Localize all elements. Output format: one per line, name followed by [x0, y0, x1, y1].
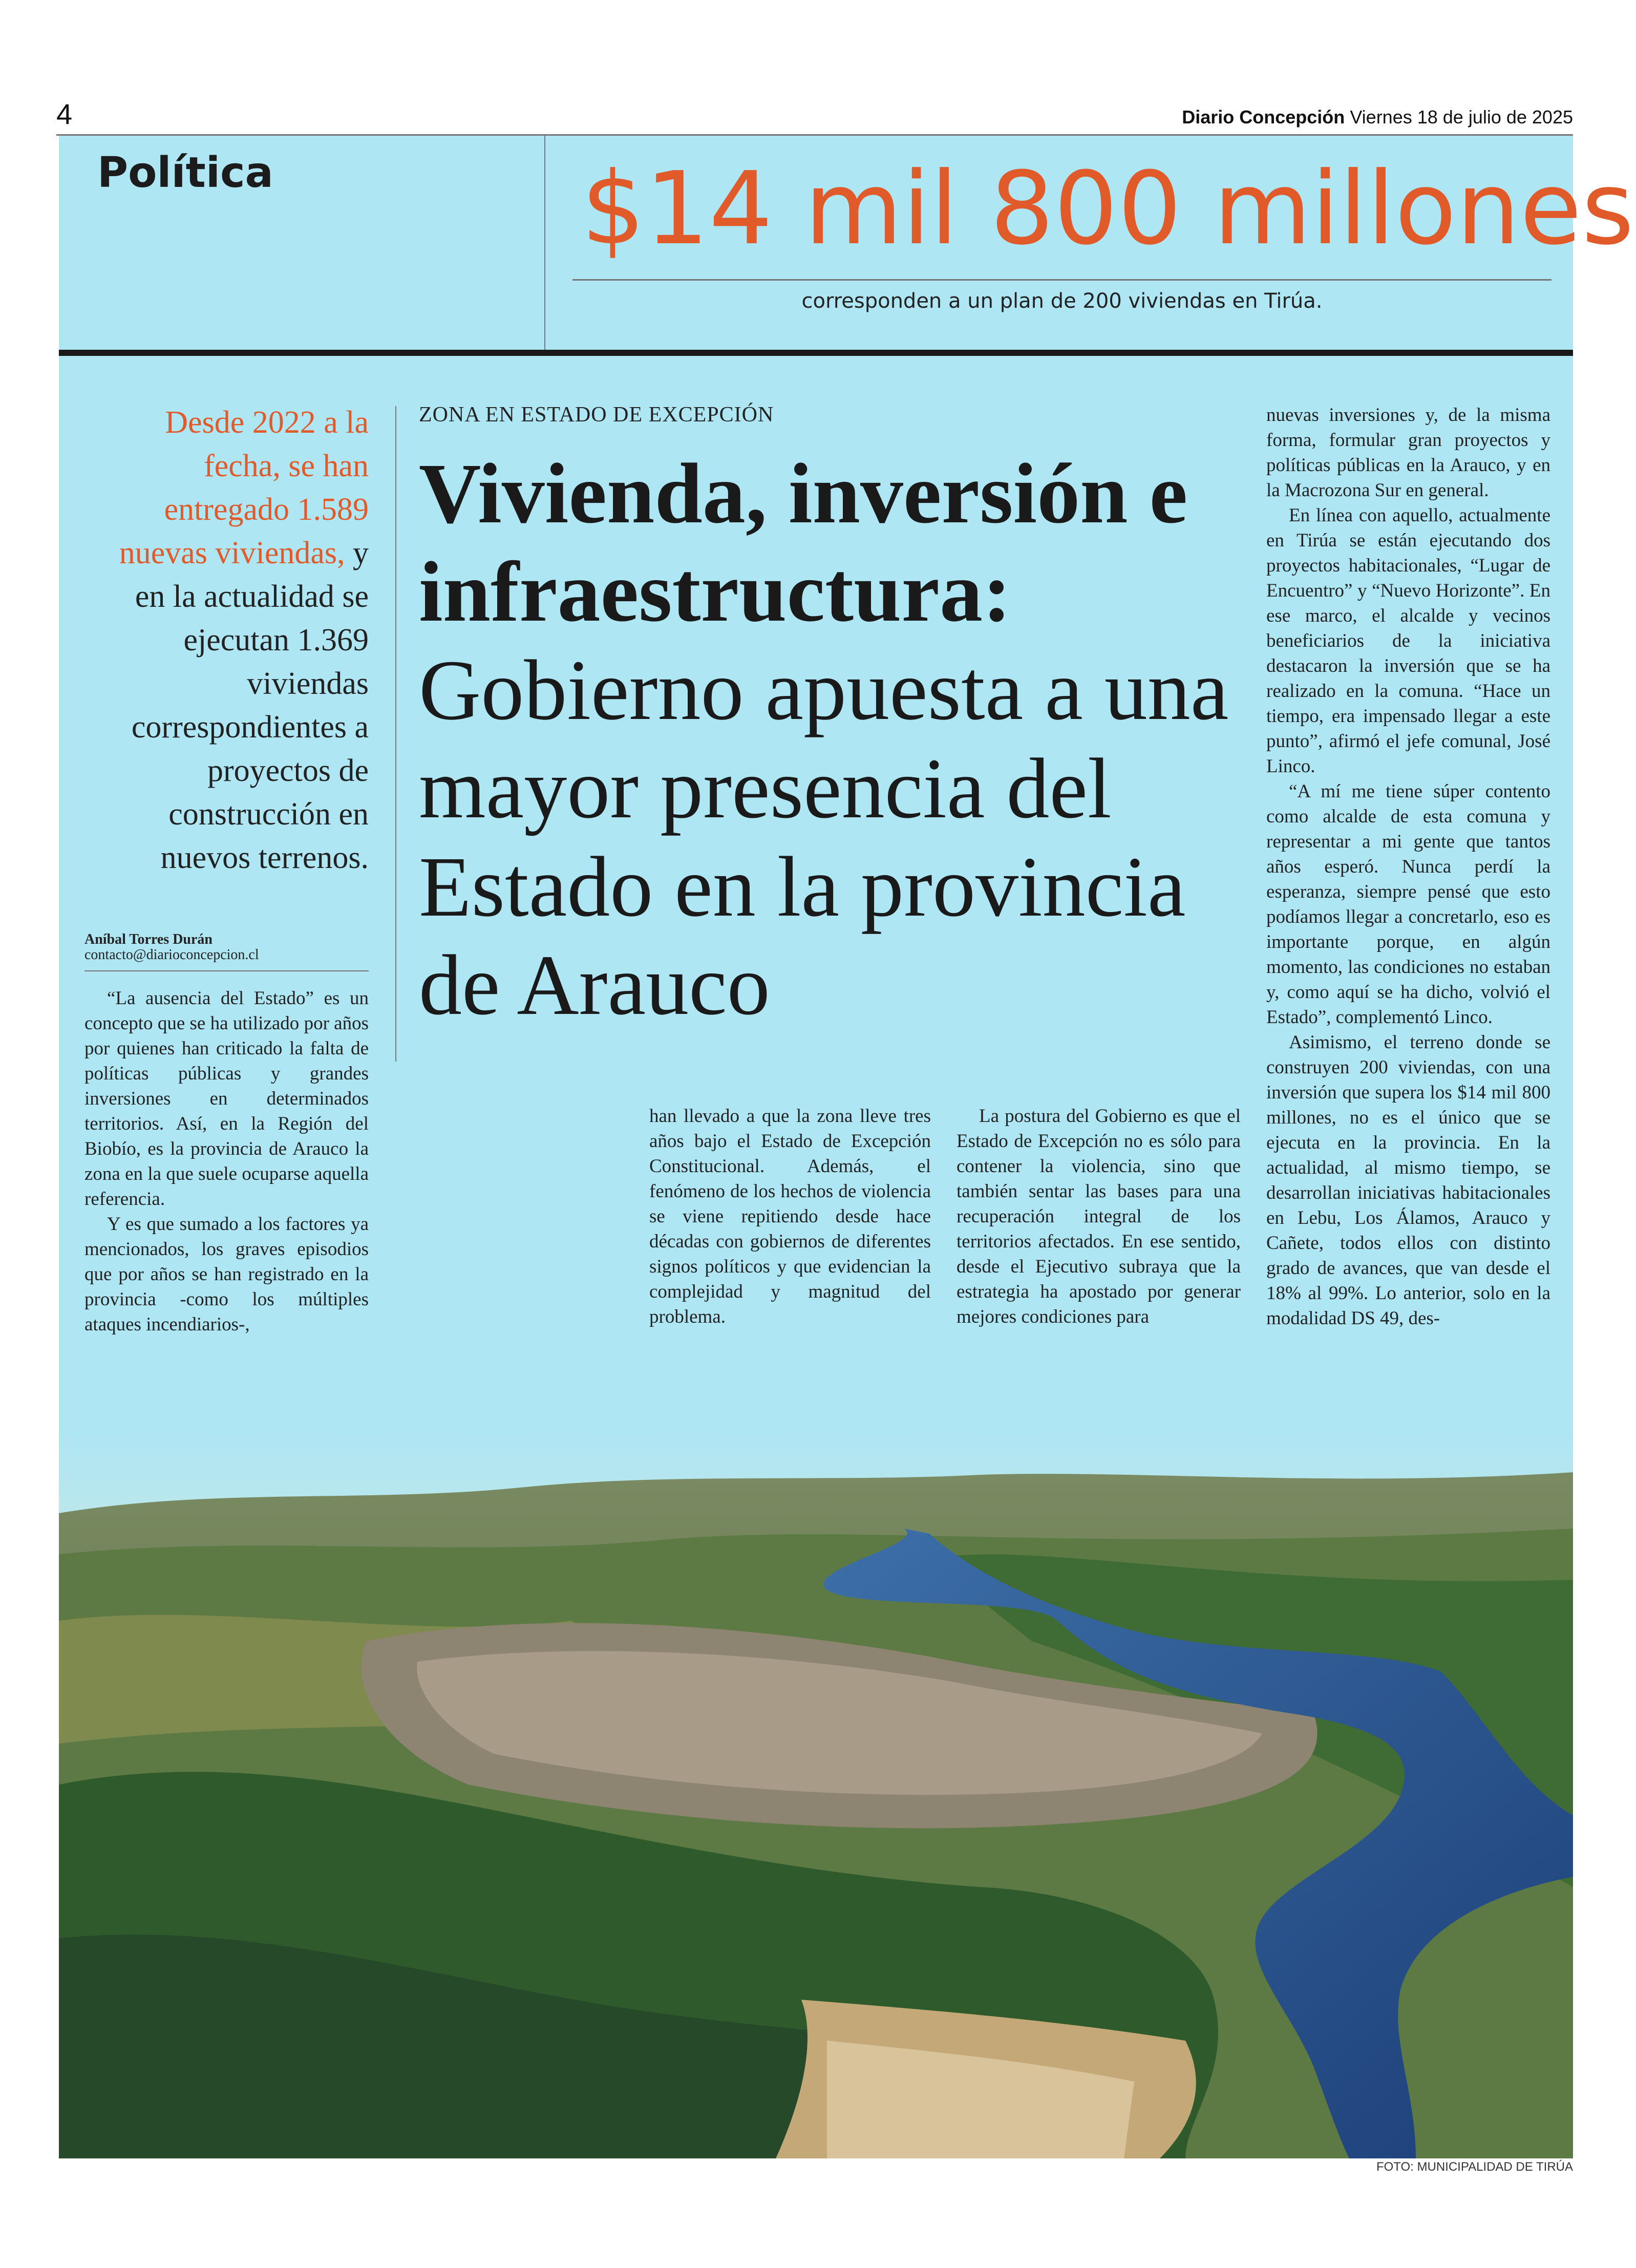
column-divider: [395, 406, 396, 1062]
paragraph: “La ausencia del Estado” es un concepto que se ha utilizado por años por quienes han criticado la falta de políticas públicas y grandes inversiones en determinados territorios. Así, en la Región del Biobío, es la provincia de Arauco la zona en la que suele ocuparse aquella referencia.: [84, 988, 369, 1210]
author-name: Aníbal Torres Durán: [84, 931, 213, 947]
byline: [84, 932, 369, 963]
pull-quote-text: y en la actualidad se ejecutan 1.369 viviendas correspondientes a proyectos de construcción en nuevos terrenos.: [131, 536, 369, 875]
article-column-4: [1266, 402, 1550, 1331]
figure-rule: [572, 279, 1552, 281]
article-column-1: [84, 986, 369, 1337]
highlight-figure: $14 mil 800 millones: [581, 151, 1634, 267]
headline-bold: Vivienda, inversión e infraestructura:: [419, 446, 1188, 640]
pull-quote-highlight: Desde 2022 a la fecha, se han entregado 1.589 nuevas viviendas,: [119, 405, 369, 570]
article-kicker: ZONA EN ESTADO DE EXCEPCIÓN: [419, 403, 774, 427]
aerial-photo: [59, 1426, 1573, 2158]
masthead: [1182, 107, 1573, 128]
highlight-caption: corresponden a un plan de 200 viviendas en Tirúa.: [801, 289, 1323, 313]
section-label: Política: [97, 149, 273, 197]
byline-rule: [84, 970, 369, 971]
paragraph: La postura del Gobierno es que el Estado de Excepción no es sólo para contener la violencia, sino que también sentar las bases para una recuperación integral de los territorios afectados. En ese sentido, desde el Ejecutivo subraya que la estrategia ha apostado por generar mejores condiciones para: [957, 1106, 1241, 1327]
photo-credit: FOTO: MUNICIPALIDAD DE TIRÚA: [1376, 2160, 1573, 2174]
page-number: 4: [56, 98, 73, 130]
paragraph: han llevado a que la zona lleve tres años bajo el Estado de Excepción Constitucional. Además, el fenómeno de los hechos de violencia se viene repitiendo desde hace décadas con gobiernos de diferentes signos políticos y que evidencian la complejidad y magnitud del problema.: [649, 1106, 931, 1327]
issue-date: Viernes 18 de julio de 2025: [1350, 107, 1573, 128]
article-headline: [419, 444, 1248, 1034]
paragraph: “A mí me tiene súper contento como alcalde de esta comuna y representar a mi gente que tantos años esperó. Nunca perdí la esperanza, siempre pensé que esto podíamos llegar a concretarlo, eso es importante porque, en algún momento, las condiciones no estaban y, como aquí se ha dicho, volvió el Estado”, complementó Linco.: [1266, 781, 1550, 1028]
headline-regular: Gobierno apuesta a una mayor presencia del Estado en la provincia de Arauco: [419, 643, 1229, 1033]
publication-name: Diario Concepción: [1182, 107, 1345, 128]
author-email: contacto@diarioconcepcion.cl: [84, 947, 259, 963]
paragraph: nuevas inversiones y, de la misma forma, formular gran proyectos y políticas públicas en la Arauco, y en la Macrozona Sur en general.: [1266, 405, 1550, 501]
article-column-2: [649, 1104, 931, 1329]
paragraph: En línea con aquello, actualmente en Tirúa se están ejecutando dos proyectos habitacionales, “Lugar de Encuentro” y “Nuevo Horizonte”. En ese marco, el alcalde y vecinos beneficiarios de la iniciativa destacaron la inversión que se ha realizado en la comuna. “Hace un tiempo, era impensado llegar a este punto”, afirmó el jefe comunal, José Linco.: [1266, 505, 1550, 777]
header-thick-rule: [59, 350, 1573, 356]
article-column-3: [957, 1104, 1241, 1329]
paragraph: Y es que sumado a los factores ya mencionados, los graves episodios que por años se han registrado en la provincia -como los múltiples ataques incendiarios-,: [84, 1214, 369, 1335]
header-divider: [544, 136, 545, 350]
pull-quote: [82, 401, 369, 880]
paragraph: Asimismo, el terreno donde se construyen 200 viviendas, con una inversión que supera los $14 mil 800 millones, no es el único que se ejecuta en la provincia. En la actualidad, al mismo tiempo, se desarrollan iniciativas habitacionales en Lebu, Los Álamos, Arauco y Cañete, todos ellos con distinto grado de avances, que van desde el 18% al 99%. Lo anterior, solo en la modalidad DS 49, des-: [1266, 1032, 1550, 1329]
